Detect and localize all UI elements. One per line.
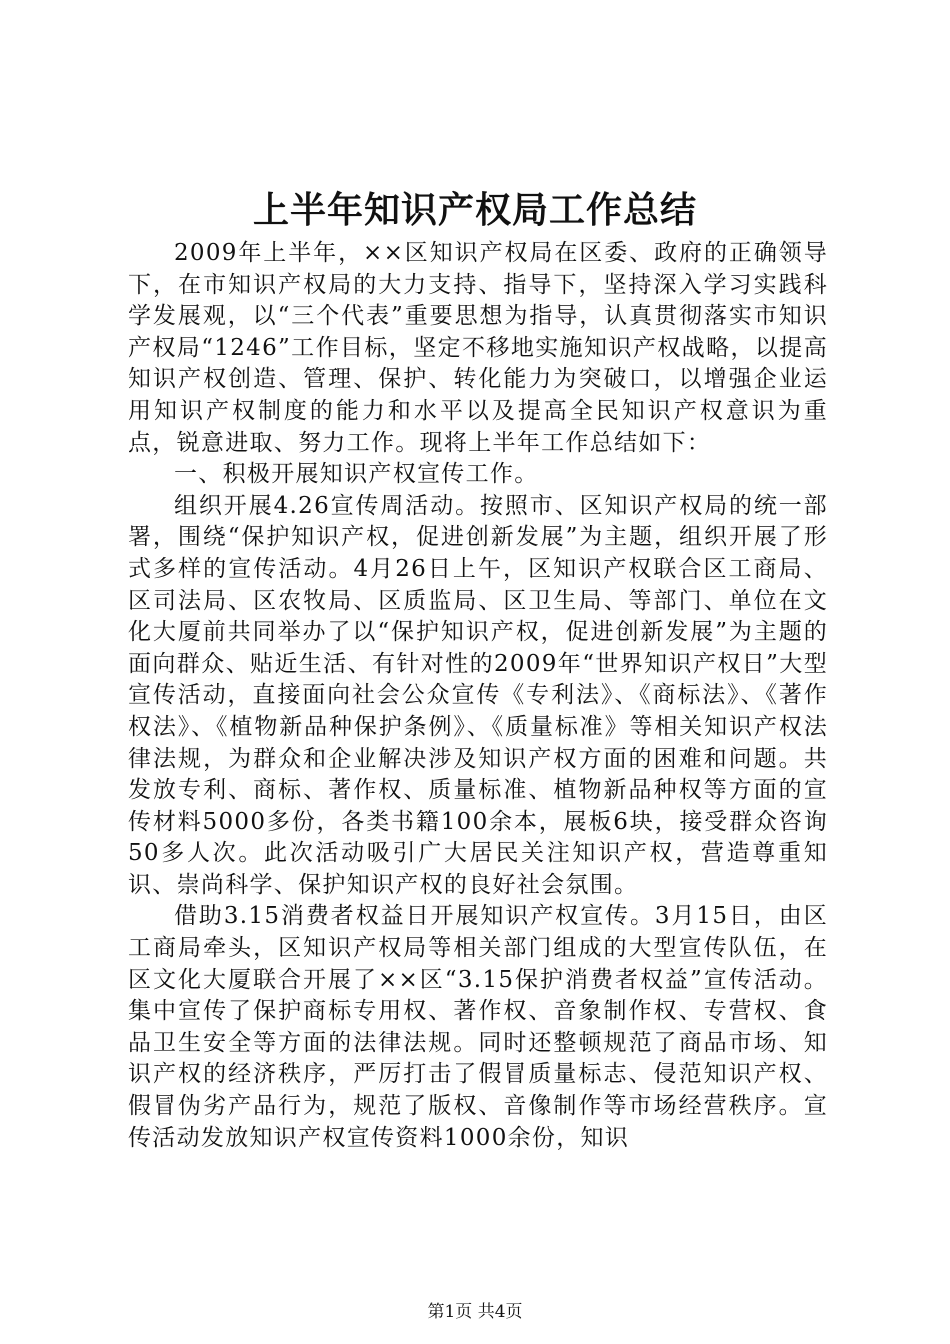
page-footer: 第1页 共4页: [427, 1302, 523, 1322]
document-body: [128, 238, 828, 1154]
paragraph-intro: 2009年上半年，××区知识产权局在区委、政府的正确领导下，在市知识产权局的大力支持、指导下，坚持深入学习实践科学发展观，以“三个代表”重要思想为指导，认真贯彻落实市知识产权局“1246”工作目标，坚定不移地实施知识产权战略，以提高知识产权创造、管理、保护、转化能力为突破口，以增强企业运用知识产权制度的能力和水平以及提高全民知识产权意识为重点，锐意进取、努力工作。现将上半年工作总结如下：: [128, 240, 828, 456]
paragraph-315-activity: 借助3.15消费者权益日开展知识产权宣传。3月15日，由区工商局牵头，区知识产权局等相关部门组成的大型宣传队伍，在区文化大厦联合开展了××区“3.15保护消费者权益”宣传活动。集中宣传了保护商标专用权、著作权、音象制作权、专营权、食品卫生安全等方面的法律法规。同时还整顿规范了商品市场、知识产权的经济秩序，严厉打击了假冒质量标志、侵范知识产权、假冒伪劣产品行为，规范了版权、音像制作等市场经营秩序。宣传活动发放知识产权宣传资料1000余份，知识: [128, 903, 828, 1151]
document-title: 上半年知识产权局工作总结: [252, 189, 697, 231]
paragraph-426-activity: 组织开展4.26宣传周活动。按照市、区知识产权局的统一部署，围绕“保护知识产权，促进创新发展”为主题，组织开展了形式多样的宣传活动。4月26日上午，区知识产权联合区工商局、区司法局、区农牧局、区质监局、区卫生局、等部门、单位在文化大厦前共同举办了以“保护知识产权，促进创新发展”为主题的面向群众、贴近生活、有针对性的2009年“世界知识产权日”大型宣传活动，直接面向社会公众宣传《专利法》、《商标法》、《著作权法》、《植物新品种保护条例》、《质量标准》等相关知识产权法律法规，为群众和企业解决涉及知识产权方面的困难和问题。共发放专利、商标、著作权、质量标准、植物新品种权等方面的宣传材料5000多份，各类书籍100余本，展板6块，接受群众咨询50多人次。此次活动吸引广大居民关注知识产权，营造尊重知识、崇尚科学、保护知识产权的良好社会氛围。: [128, 492, 828, 898]
section-heading-1: 一、积极开展知识产权宣传工作。: [174, 461, 539, 488]
